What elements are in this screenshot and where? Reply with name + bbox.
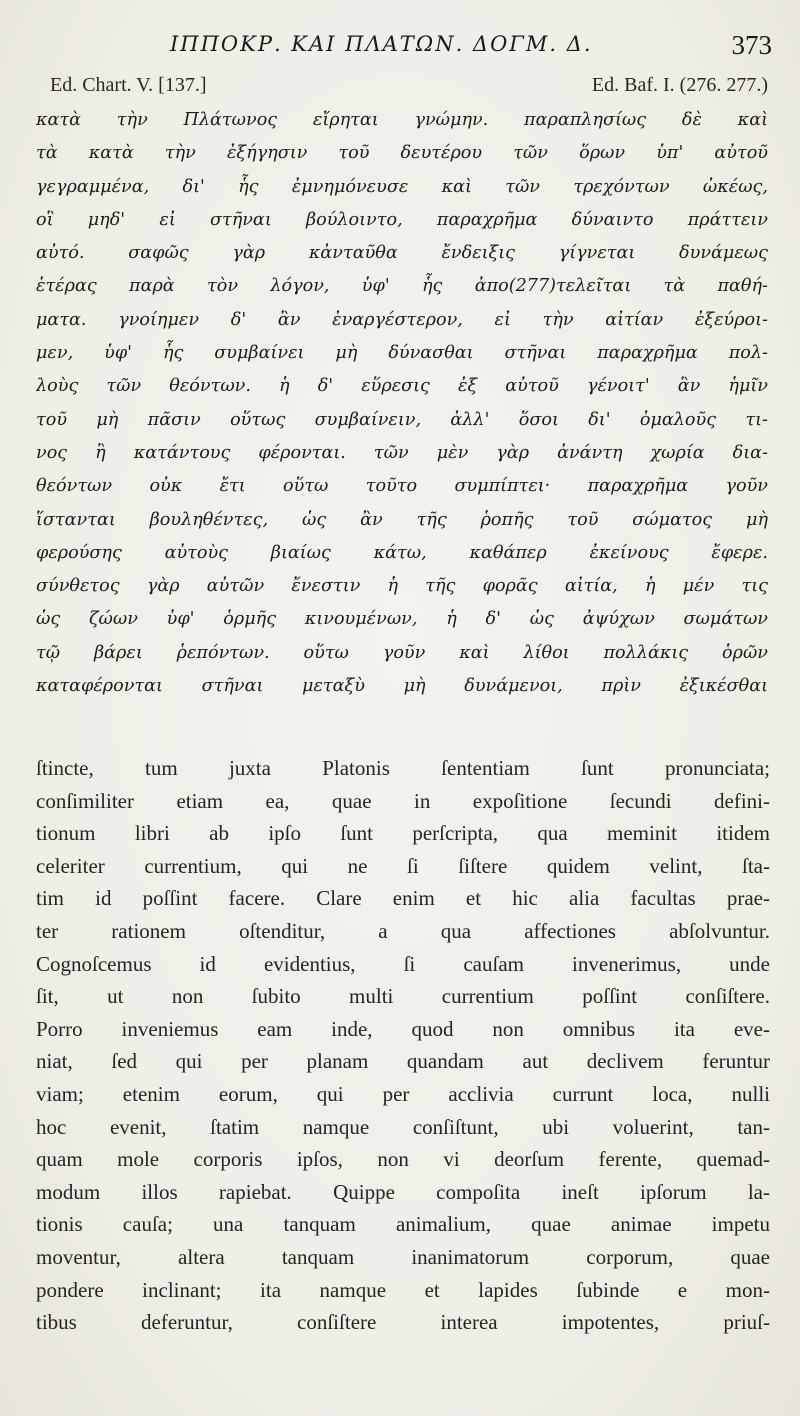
latin-text-line: quam mole corporis ipſos, non vi deorſum ferente, quemad-: [36, 1147, 770, 1172]
greek-text-line: ματα. γνοίημεν δ' ἂν ἐναργέστερον, εἰ τὴν αἰτίαν ἐξεύροι-: [36, 309, 768, 330]
greek-text-line: κατὰ τὴν Πλάτωνος εἴρηται γνώμην. παραπλησίως δὲ καὶ: [36, 110, 768, 130]
latin-text-line: celeriter currentium, qui ne ſi ſiſtere quidem velint, ſta-: [36, 853, 770, 878]
latin-text-line: ſit, ut non ſubito multi currentium poſſint conſiſtere.: [36, 984, 770, 1009]
greek-text-line: τὰ κατὰ τὴν ἐξήγησιν τοῦ δευτέρου τῶν ὅρων ὑπ' αὐτοῦ: [36, 143, 768, 164]
greek-text-line: τῷ βάρει ῥεπόντων. οὕτω γοῦν καὶ λίθοι πολλάκις ὁρῶν: [36, 642, 768, 663]
greek-text-line: μεν, ὑφ' ἧς συμβαίνει μὴ δύνασθαι στῆναι παραχρῆμα πολ-: [36, 343, 768, 364]
page-number: 373: [731, 30, 772, 60]
latin-text-line: pondere inclinant; ita namque et lapides ſubinde e mon-: [36, 1277, 770, 1302]
greek-text-line: οἳ μηδ' εἰ στῆναι βούλοιντο, παραχρῆμα δύναιντο πράττειν: [36, 209, 768, 230]
greek-text-line: ἑτέρας παρὰ τὸν λόγον, ὑφ' ἧς ἀπο(277)τελεῖται τὰ παθή-: [36, 276, 768, 297]
greek-text-line: ἵστανται βουληθέντες, ὡς ἂν τῆς ῥοπῆς τοῦ σώματος μὴ: [36, 509, 768, 530]
latin-text-column: [36, 752, 770, 1339]
greek-text-line: ὡς ζώων ὑφ' ὁρμῆς κινουμένων, ἡ δ' ὡς ἀψύχων σωμάτων: [36, 609, 768, 630]
latin-text-line: hoc evenit, ſtatim namque conſiſtunt, ubi voluerint, tan-: [36, 1114, 770, 1139]
greek-text-line: θεόντων οὐκ ἔτι οὕτω τοῦτο συμπίπτει· παραχρῆμα γοῦν: [36, 476, 768, 497]
edition-reference-chartier: Ed. Chart. V. [137.]: [50, 74, 207, 96]
greek-text-line: φερούσης αὐτοὺς βιαίως κάτω, καθάπερ ἐκείνους ἔφερε.: [36, 542, 768, 563]
latin-text-line: viam; etenim eorum, qui per acclivia currunt loca, nulli: [36, 1081, 770, 1106]
latin-text-line: Cognoſcemus id evidentius, ſi cauſam invenerimus, unde: [36, 951, 770, 976]
edition-reference-basel: Ed. Baf. I. (276. 277.): [591, 74, 768, 96]
running-head: [0, 28, 800, 64]
latin-text-line: niat, ſed qui per planam quandam aut declivem feruntur: [36, 1049, 770, 1074]
greek-text-line: γεγραμμένα, δι' ἧς ἐμνημόνευσε καὶ τῶν τρεχόντων ὠκέως,: [36, 176, 768, 197]
greek-text-line: καταφέρονται στῆναι μεταξὺ μὴ δυνάμενοι, πρὶν ἐξικέσθαι: [36, 676, 768, 697]
latin-text-line: tim id poſſint facere. Clare enim et hic alia facultas prae-: [36, 886, 770, 911]
edition-references: [0, 70, 800, 100]
latin-text-line: ter rationem oſtenditur, a qua affectiones abſolvuntur.: [36, 918, 770, 943]
latin-text-line: modum illos rapiebat. Quippe compoſita ineſt ipſorum la-: [36, 1179, 770, 1204]
running-title: ΙΠΠΟΚΡ. ΚΑΙ ΠΛΑΤΩΝ. ΔΟΓΜ. Δ.: [170, 32, 593, 56]
greek-text-line: αὐτό. σαφῶς γὰρ κἀνταῦθα ἔνδειξις γίγνεται δυνάμεως: [36, 243, 768, 264]
latin-text-line: tionum libri ab ipſo ſunt perſcripta, qua meminit itidem: [36, 821, 770, 846]
greek-text-line: τοῦ μὴ πᾶσιν οὕτως συμβαίνειν, ἀλλ' ὅσοι δι' ὁμαλοῦς τι-: [36, 409, 768, 430]
latin-text-line: ſtincte, tum juxta Platonis ſententiam ſunt pronunciata;: [36, 756, 770, 780]
greek-text-line: σύνθετος γὰρ αὐτῶν ἔνεστιν ἡ τῆς φορᾶς αἰτία, ἡ μέν τις: [36, 576, 768, 597]
greek-text-column: [36, 104, 768, 703]
latin-text-line: Porro inveniemus eam inde, quod non omnibus ita eve-: [36, 1016, 770, 1041]
latin-text-line: tionis cauſa; una tanquam animalium, quae animae impetu: [36, 1212, 770, 1237]
latin-text-line: moventur, altera tanquam inanimatorum corporum, quae: [36, 1244, 770, 1269]
greek-text-line: λοὺς τῶν θεόντων. ἡ δ' εὕρεσις ἐξ αὐτοῦ γένοιτ' ἂν ἡμῖν: [36, 376, 768, 397]
greek-text-line: νος ἢ κατάντους φέρονται. τῶν μὲν γὰρ ἀνάντη χωρία δια-: [36, 442, 768, 463]
latin-text-line: tibus deferuntur, conſiſtere interea impotentes, priuſ-: [36, 1310, 770, 1335]
latin-text-line: conſimiliter etiam ea, quae in expoſitione ſecundi defini-: [36, 788, 770, 813]
